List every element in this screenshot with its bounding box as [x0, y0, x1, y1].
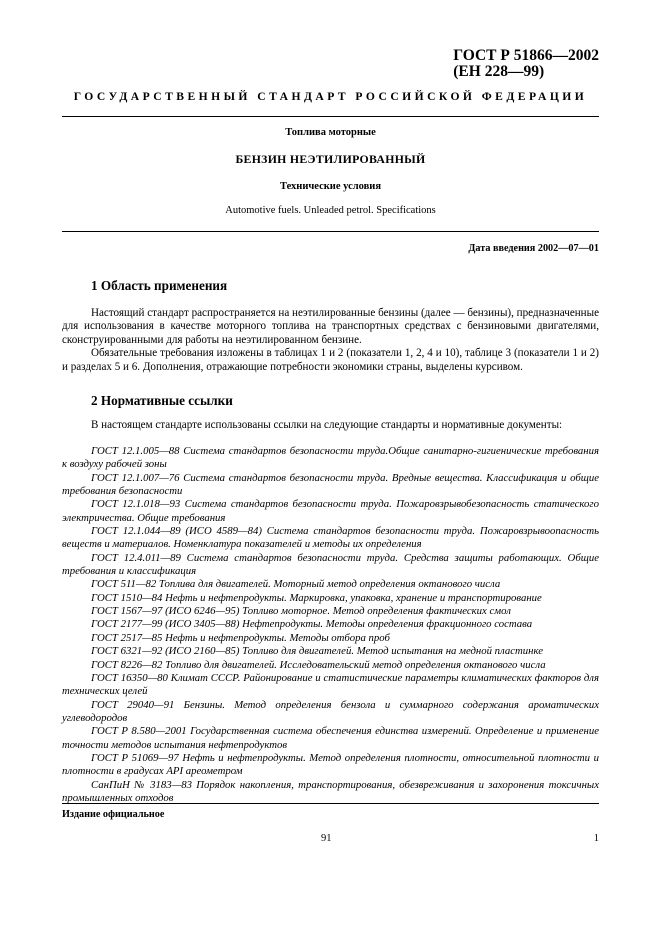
reference-item: ГОСТ 2177—99 (ИСО 3405—88) Нефтепродукты. Методы определения фракционного состава [91, 618, 533, 631]
introduction-date: Дата введения 2002—07—01 [468, 243, 599, 254]
reference-item: ГОСТ 1510—84 Нефть и нефтепродукты. Маркировка, упаковка, хранение и транспортирование [91, 591, 542, 604]
top-divider [62, 116, 599, 117]
section-1-heading: 1 Область применения [91, 278, 228, 293]
reference-item: ГОСТ 12.1.005—88 Система стандартов безопасности труда.Общие санитарно-гигиенические требования к воздуху рабочей зоны [62, 445, 599, 471]
standard-equivalent: (ЕН 228—99) [453, 63, 545, 80]
reference-item: ГОСТ Р 8.580—2001 Государственная система обеспечения единства измерений. Определение и применение точности методов испытания нефтепродуктов [62, 725, 599, 751]
standard-banner: ГОСУДАРСТВЕННЫЙ СТАНДАРТ РОССИЙСКОЙ ФЕДЕРАЦИИ [73, 90, 588, 103]
reference-item: ГОСТ 12.1.007—76 Система стандартов безопасности труда. Вредные вещества. Классификация и общие требования безопасности [62, 471, 599, 498]
reference-item: ГОСТ 12.1.044—89 (ИСО 4589—84) Система стандартов безопасности труда. Пожаровзрывоопасность веществ и материалов. Номенклатура показателей и методы их определения [62, 525, 599, 551]
reference-item: ГОСТ 8226—82 Топливо для двигателей. Исследовательский метод определения октанового числа [91, 658, 546, 671]
english-title: Automotive fuels. Unleaded petrol. Specifications [225, 205, 436, 216]
section-2-intro-text: В настоящем стандарте использованы ссылки на следующие стандарты и нормативные документы: [91, 419, 563, 431]
section-2-heading: 2 Нормативные ссылки [91, 393, 233, 408]
reference-item: ГОСТ 16350—80 Климат СССР. Районирование и статистические параметры климатических факторов для технических целей [62, 671, 599, 698]
reference-item: СанПиН № 3183—83 Порядок накопления, транспортирования, обезвреживания и захоронения токсичных промышленных отходов [62, 778, 599, 804]
reference-item: ГОСТ 511—82 Топлива для двигателей. Моторный метод определения октанового числа [91, 578, 501, 591]
document-title: БЕНЗИН НЕЭТИЛИРОВАННЫЙ [235, 152, 426, 166]
title-divider [62, 231, 599, 232]
reference-item: ГОСТ 2517—85 Нефть и нефтепродукты. Методы отбора проб [91, 631, 390, 644]
section-1-body [62, 307, 599, 374]
reference-item: ГОСТ 12.1.018—93 Система стандартов безопасности труда. Пожаровзрывобезопасность статического электричества. Общие требования [62, 498, 599, 524]
footer-divider [62, 803, 599, 804]
section-1-paragraph: Обязательные требования изложены в таблицах 1 и 2 (показатели 1, 2, 4 и 10), таблице 3 (показатели 1 и 2) и разделах 5 и 6. Дополнения, отражающие потребности экономики страны, выделены курсивом. [62, 347, 599, 373]
reference-item: ГОСТ 6321—92 (ИСО 2160—85) Топливо для двигателей. Метод испытания на медной пластинке [91, 645, 544, 658]
document-subtitle: Технические условия [279, 181, 382, 192]
reference-item: ГОСТ Р 51069—97 Нефть и нефтепродукты. Метод определения плотности, относительной плотности и плотности в градусах API ареометром [62, 751, 599, 778]
title-category: Топлива моторные [285, 127, 376, 138]
official-edition-label: Издание официальное [62, 809, 165, 820]
section-1-paragraph: Настоящий стандарт распространяется на неэтилированные бензины (далее — бензины), предназначенные для использования в качестве моторного топлива на транспортных средствах с бензиновыми двигателями, сконструированными для работы на неэтилированном бензине. [62, 307, 599, 346]
standard-number: ГОСТ Р 51866—2002 [453, 47, 599, 64]
standard-code [453, 48, 599, 80]
references-list [62, 445, 599, 805]
page-number-right: 1 [593, 833, 599, 844]
reference-item: ГОСТ 1567—97 (ИСО 6246—95) Топливо моторное. Метод определения фактических смол [91, 605, 511, 618]
page-number-center: 91 [321, 833, 332, 844]
reference-item: ГОСТ 12.4.011—89 Система стандартов безопасности труда. Средства защиты работающих. Общие требования и классификация [62, 551, 599, 578]
section-2-intro [62, 419, 599, 432]
reference-item: ГОСТ 29040—91 Бензины. Метод определения бензола и суммарного содержания ароматических углеводородов [62, 698, 599, 724]
